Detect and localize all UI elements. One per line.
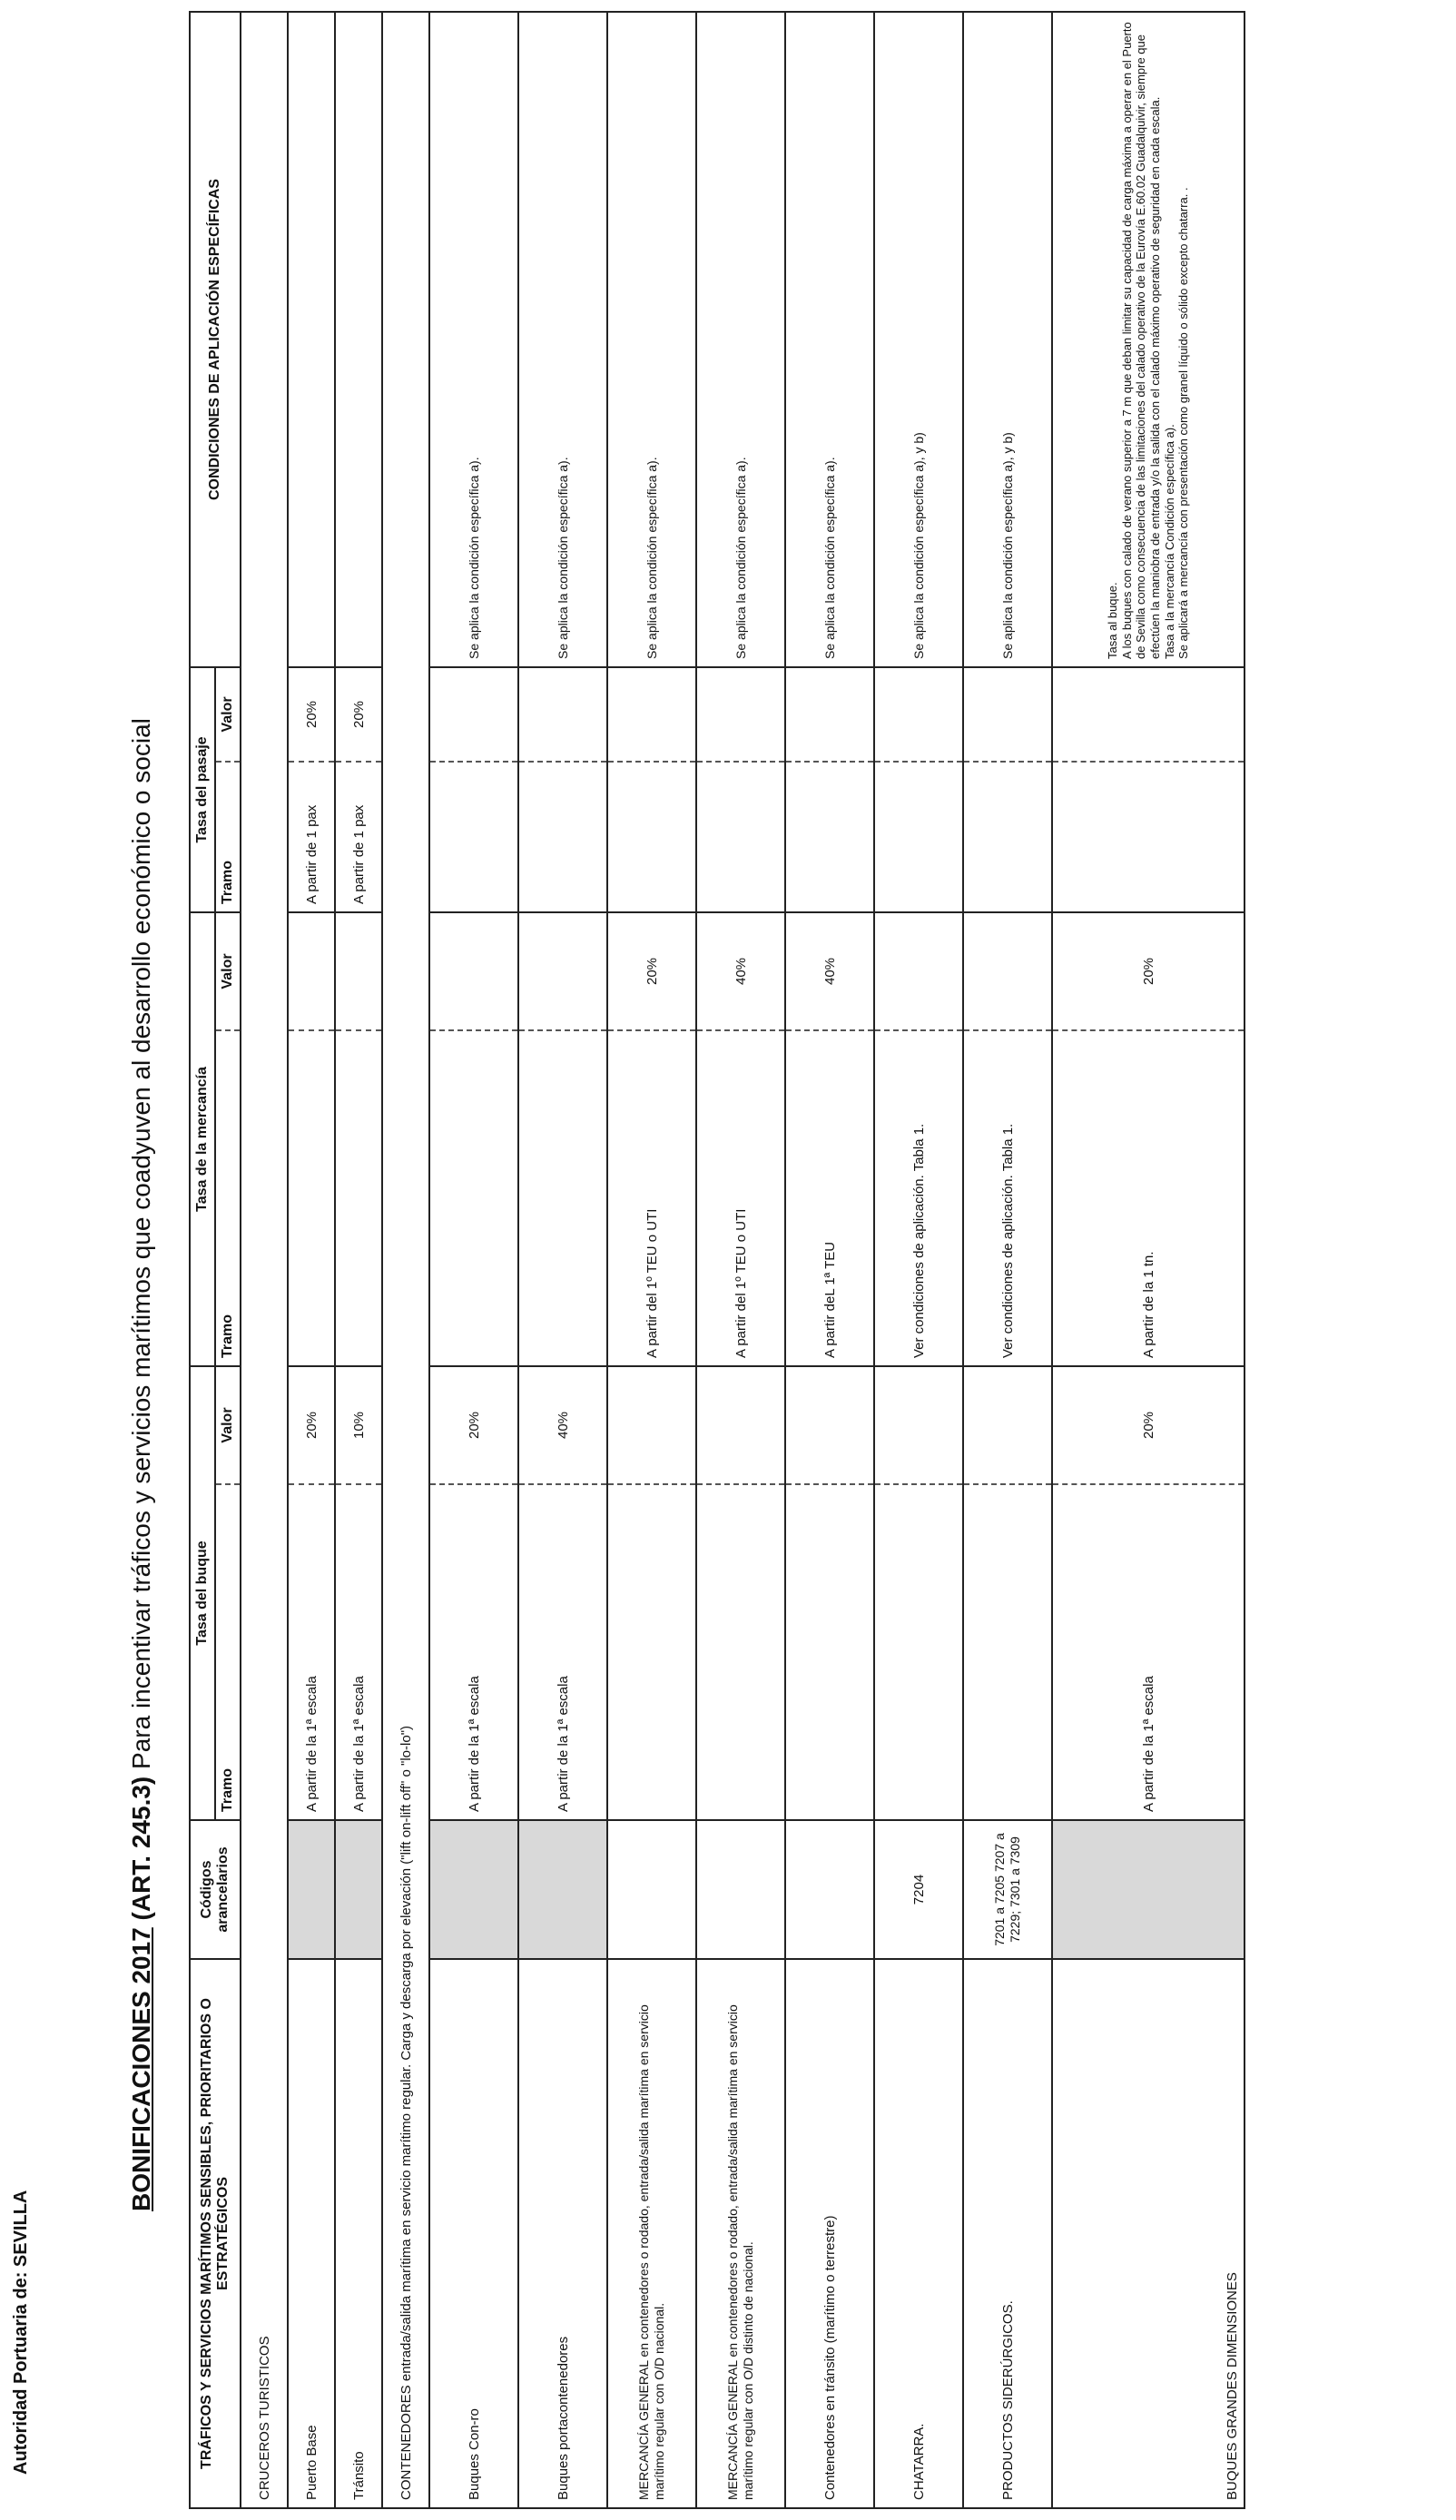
tariff-codes: 7204: [874, 1820, 963, 1959]
goods-valor: [288, 912, 335, 1030]
pax-valor: [785, 667, 874, 762]
ship-tramo: A partir de la 1ª escala: [335, 1484, 382, 1820]
conditions: Se aplica la condición específica a), y b): [874, 12, 963, 667]
goods-valor: [335, 912, 382, 1030]
header-traffic: TRÁFICOS Y SERVICIOS MARÍTIMOS SENSIBLES, PRIORITARIOS O ESTRATÉGICOS: [190, 1959, 241, 2508]
pax-tramo: A partir de 1 pax: [288, 762, 335, 912]
header-ship-tramo: Tramo: [215, 1484, 241, 1820]
goods-valor: 40%: [696, 912, 785, 1030]
goods-valor: [429, 912, 518, 1030]
pax-tramo: [874, 762, 963, 912]
header-ship-valor: Valor: [215, 1366, 241, 1484]
goods-tramo: A partir de la 1 tn.: [1052, 1030, 1244, 1366]
pax-tramo: [1052, 762, 1244, 912]
goods-tramo: [518, 1030, 607, 1366]
conditions: Se aplica la condición específica a).: [696, 12, 785, 667]
conditions: Se aplica la condición específica a).: [785, 12, 874, 667]
conditions: Se aplica la condición específica a), y b): [963, 12, 1052, 667]
traffic-name: Contenedores en tránsito (marítimo o terrestre): [785, 1959, 874, 2508]
ship-tramo: [696, 1484, 785, 1820]
bonuses-table: [189, 11, 1245, 2509]
header-pax-tramo: Tramo: [215, 762, 241, 912]
table-row: [1052, 12, 1244, 2508]
tariff-codes: [1052, 1820, 1244, 1959]
header-passenger-fee: Tasa del pasaje: [190, 667, 215, 912]
title-description: Para incentivar tráficos y servicios marítimos que coadyuven al desarrollo económico o social: [127, 718, 155, 1769]
pax-valor: [1052, 667, 1244, 762]
title-article: (ART. 245.3): [127, 1776, 155, 1921]
traffic-name: Buques Con-ro: [429, 1959, 518, 2508]
ship-valor: [874, 1366, 963, 1484]
pax-valor: [429, 667, 518, 762]
ship-valor: [785, 1366, 874, 1484]
ship-tramo: [874, 1484, 963, 1820]
goods-valor: 20%: [1052, 912, 1244, 1030]
pax-valor: [874, 667, 963, 762]
pax-tramo: [429, 762, 518, 912]
tariff-codes: [335, 1820, 382, 1959]
ship-tramo: A partir de la 1ª escala: [518, 1484, 607, 1820]
header-goods-tramo: Tramo: [215, 1030, 241, 1366]
ship-tramo: [785, 1484, 874, 1820]
ship-valor: [696, 1366, 785, 1484]
traffic-name: MERCANCÍA GENERAL en contenedores o rodado, entrada/salida marítima en servicio marítimo regular con O/D nacional.: [607, 1959, 696, 2508]
tariff-codes: 7201 a 7205 7207 a 7229; 7301 a 7309: [963, 1820, 1052, 1959]
pax-valor: [518, 667, 607, 762]
table-row: [288, 12, 335, 2508]
tariff-codes: [785, 1820, 874, 1959]
ship-tramo: A partir de la 1ª escala: [288, 1484, 335, 1820]
traffic-name: BUQUES GRANDES DIMENSIONES: [1052, 1959, 1244, 2508]
conditions: Se aplica la condición específica a).: [518, 12, 607, 667]
pax-tramo: [607, 762, 696, 912]
tariff-codes: [518, 1820, 607, 1959]
section-row-containers: [382, 12, 429, 2508]
authority-label: Autoridad Portuaria de: SEVILLA: [11, 2190, 31, 2475]
pax-tramo: [963, 762, 1052, 912]
tariff-codes: [429, 1820, 518, 1959]
conditions: Se aplica la condición específica a).: [429, 12, 518, 667]
table-row: [429, 12, 518, 2508]
conditions: [288, 12, 335, 667]
section-label: CONTENEDORES entrada/salida marítima en servicio marítimo regular. Carga y descarga por elevación ("lift on-lift off" o "lo-lo"): [382, 12, 429, 2508]
ship-tramo: A partir de la 1ª escala: [1052, 1484, 1244, 1820]
goods-valor: [518, 912, 607, 1030]
pax-valor: [963, 667, 1052, 762]
ship-tramo: A partir de la 1ª escala: [429, 1484, 518, 1820]
pax-tramo: [518, 762, 607, 912]
pax-valor: [696, 667, 785, 762]
conditions: [335, 12, 382, 667]
ship-valor: 20%: [429, 1366, 518, 1484]
header-ship-fee: Tasa del buque: [190, 1366, 215, 1820]
table-row: [874, 12, 963, 2508]
ship-valor: [607, 1366, 696, 1484]
pax-tramo: A partir de 1 pax: [335, 762, 382, 912]
table-row: [696, 12, 785, 2508]
goods-valor: [874, 912, 963, 1030]
traffic-name: Buques portacontenedores: [518, 1959, 607, 2508]
ship-valor: [963, 1366, 1052, 1484]
table-row: [785, 12, 874, 2508]
goods-valor: 40%: [785, 912, 874, 1030]
header-goods-fee: Tasa de la mercancía: [190, 912, 215, 1366]
pax-valor: 20%: [288, 667, 335, 762]
ship-valor: 20%: [288, 1366, 335, 1484]
ship-tramo: [963, 1484, 1052, 1820]
section-row-cruises: [241, 12, 288, 2508]
pax-valor: [607, 667, 696, 762]
goods-tramo: Ver condiciones de aplicación. Tabla 1.: [874, 1030, 963, 1366]
pax-valor: 20%: [335, 667, 382, 762]
pax-tramo: [785, 762, 874, 912]
conditions: Tasa al buque. A los buques con calado de verano superior a 7 m que deban limitar su capacidad de carga máxima a operar en el Puerto de Sevilla como consecuencia de las limitaciones del calado operativo de la Eurovía E.60.02 Guadalquivir, siempre que efectúen la maniobra de entrada y/o la salida con el calado máximo operativo de seguridad en cada escala. Tasa a la mercancía Condición específica a). Se aplicará a mercancía con presentación como granel líquido o sólido excepto chatarra. .: [1052, 12, 1244, 667]
tariff-codes: [607, 1820, 696, 1959]
table-row: [963, 12, 1052, 2508]
goods-tramo: A partir del 1º TEU o UTI: [607, 1030, 696, 1366]
goods-tramo: Ver condiciones de aplicación. Tabla 1.: [963, 1030, 1052, 1366]
goods-tramo: A partir deL 1ª TEU: [785, 1030, 874, 1366]
goods-tramo: A partir del 1º TEU o UTI: [696, 1030, 785, 1366]
goods-tramo: [335, 1030, 382, 1366]
table-row: [335, 12, 382, 2508]
ship-valor: 20%: [1052, 1366, 1244, 1484]
table-row: [518, 12, 607, 2508]
traffic-name: PRODUCTOS SIDERÚRGICOS.: [963, 1959, 1052, 2508]
goods-tramo: [429, 1030, 518, 1366]
goods-tramo: [288, 1030, 335, 1366]
traffic-name: Puerto Base: [288, 1959, 335, 2508]
ship-tramo: [607, 1484, 696, 1820]
tariff-codes: [288, 1820, 335, 1959]
conditions: Se aplica la condición específica a).: [607, 12, 696, 667]
goods-valor: [963, 912, 1052, 1030]
traffic-name: Tránsito: [335, 1959, 382, 2508]
section-label: CRUCEROS TURISTICOS: [241, 12, 288, 2508]
ship-valor: 10%: [335, 1366, 382, 1484]
header-pax-valor: Valor: [215, 667, 241, 762]
page-title: [127, 718, 156, 2211]
header-codes: Códigos arancelarios: [190, 1820, 241, 1959]
header-goods-valor: Valor: [215, 912, 241, 1030]
header-conditions: CONDICIONES DE APLICACIÓN ESPECÍFICAS: [190, 12, 241, 667]
traffic-name: CHATARRA.: [874, 1959, 963, 2508]
pax-tramo: [696, 762, 785, 912]
traffic-name: MERCANCÍA GENERAL en contenedores o rodado, entrada/salida marítima en servicio marítimo regular con O/D distinto de nacional.: [696, 1959, 785, 2508]
tariff-codes: [696, 1820, 785, 1959]
title-main: BONIFICACIONES 2017: [127, 1927, 155, 2211]
goods-valor: 20%: [607, 912, 696, 1030]
ship-valor: 40%: [518, 1366, 607, 1484]
table-row: [607, 12, 696, 2508]
